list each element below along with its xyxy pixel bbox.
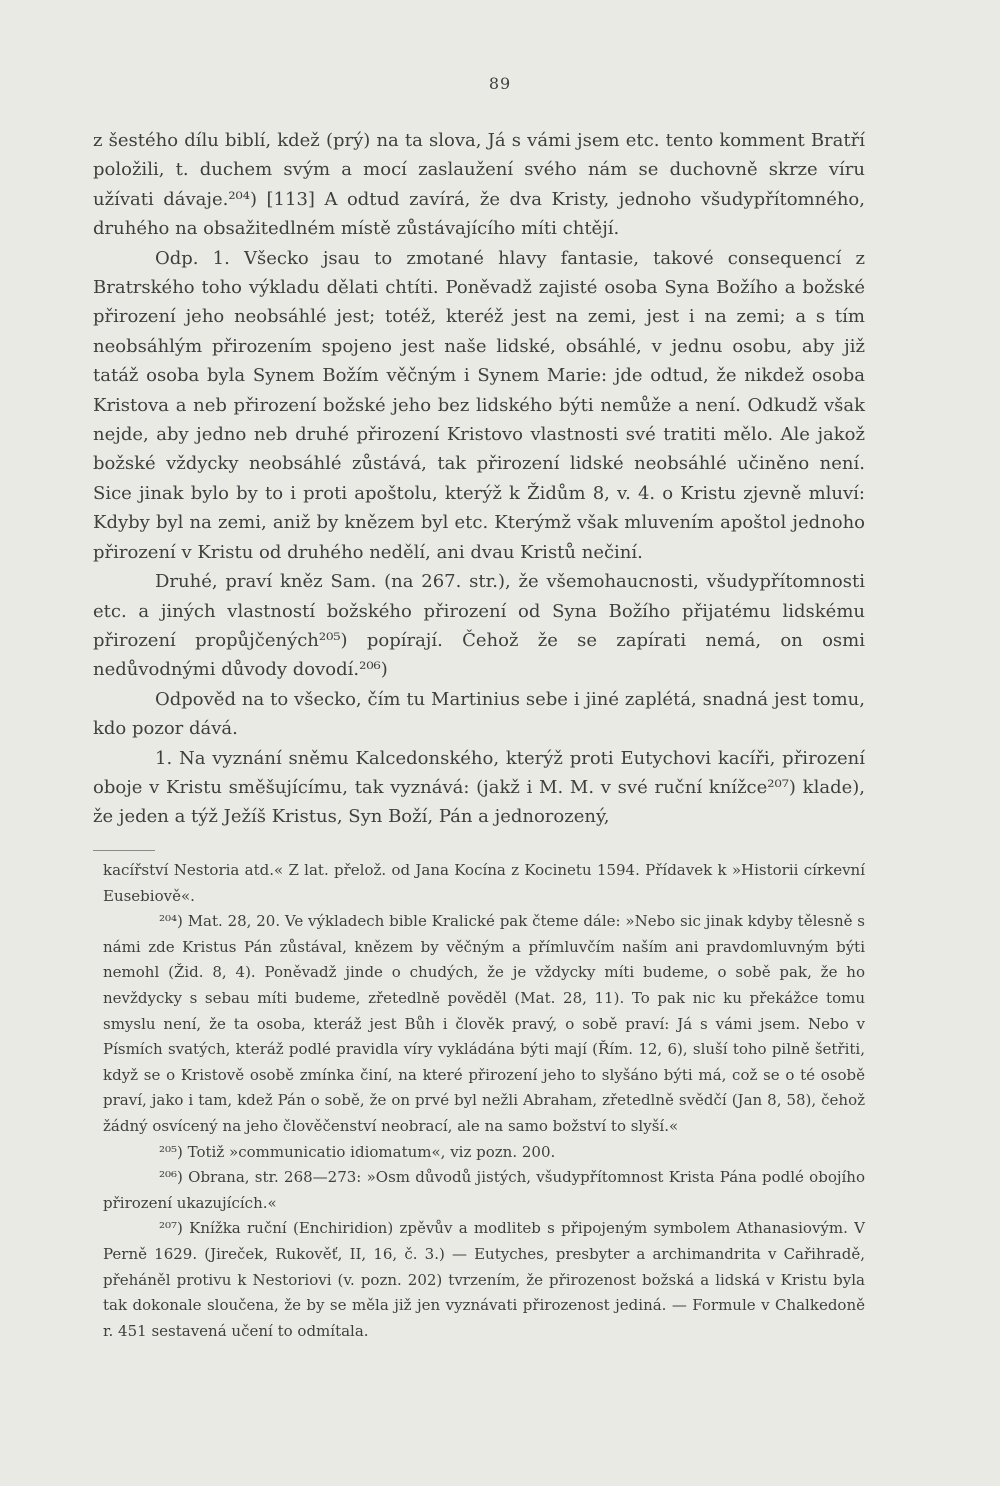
footnotes — [103, 858, 865, 1344]
main-text — [93, 126, 865, 832]
paragraph: z šestého dílu biblí, kdež (prý) na ta slova, Já s vámi jsem etc. tento komment Bratří položili, t. duchem svým a mocí zaslaužení svého nám se duchovně skrze víru užívati dávaje.²⁰⁴) [113] A odtud zavírá, že dva Kristy, jednoho všudypřítomného, druhého na obsažitedlném místě zůstávajícího míti chtějí. — [93, 130, 865, 240]
footnote: ²⁰⁴) Mat. 28, 20. Ve výkladech bible Kralické pak čteme dále: »Nebo sic jinak kdyby tělesně s námi zde Kristus Pán zůstával, knězem by věčným a přímluvčím naším ani pravdomluvným býti nemohl (Žid. 8, 4). Poněvadž jinde o chudých, že je vždycky míti budeme, o sobě pak, že ho nevždycky s sebau míti budeme, zřetedlně pověděl (Mat. 28, 11). To pak nic ku překážce tomu smyslu není, že ta osoba, kteráž jest Bůh i člověk pravý, o sobě praví: Já s vámi jsem. Nebo v Písmích svatých, kteráž podlé pravidla víry vykládána býti mají (Řím. 12, 6), sluší toho pilně šetřiti, když se o Kristově osobě zmínka činí, na které přirození jeho to slyšáno býti má, což se o té osobě praví, jako i tam, kdež Pán o sobě, že on prvé byl nežli Abraham, zřetedlně svědčí (Jan 8, 58), čehož žádný osvícený na jeho člověčenství neobrací, ale na samo božství to slyší.« — [103, 912, 865, 1135]
paragraph: Odp. 1. Všecko jsau to zmotané hlavy fantasie, takové consequencí z Bratrského toho výkladu dělati chtíti. Poněvadž zajisté osoba Syna Božího a božské přirození jeho neobsáhlé jest; totéž, kteréž jest na zemi, jest i na zemi; a s tím neobsáhlým přirozením spojeno jest naše lidské, obsáhlé, v jednu osobu, aby již tatáž osoba byla Synem Božím věčným i Synem Marie: jde odtud, že nikdež osoba Kristova a neb přirození božské jeho bez lidského býti nemůže a není. Odkudž však nejde, aby jedno neb druhé přirození Kristovo vlastnosti své tratiti mělo. Ale jakož božské vždycky neobsáhlé zůstává, tak přirození lidské neobsáhlé učiněno není. Sice jinak bylo by to i proti apoštolu, kterýž k Židům 8, v. 4. o Kristu zjevně mluví: Kdyby byl na zemi, aniž by knězem byl etc. Kterýmž však mluvením apoštol jednoho přirození v Kristu od druhého nedělí, ani dvau Kristů nečiní. — [93, 247, 865, 563]
footnote: ²⁰⁶) Obrana, str. 268—273: »Osm důvodů jistých, všudypřítomnost Krista Pána podlé obojího přirození ukazujících.« — [103, 1168, 865, 1212]
footnote: ²⁰⁷) Knížka ruční (Enchiridion) zpěvův a modliteb s připojeným symbolem Athanasiovým. V Perně 1629. (Jireček, Rukověť, II, 16, č. 3.) — Eutyches, presbyter a archimandrita v Cařihradě, přeháněl protivu k Nestoriovi (v. pozn. 202) tvrzením, že přirozenost božská a lidská v Kristu byla tak dokonale sloučena, že by se měla již jen vyznávati přirozenost jediná. — Formule v Chalkedoně r. 451 sestavená učení to odmítala. — [103, 1219, 865, 1340]
paragraph: Odpověd na to všecko, čím tu Martinius sebe i jiné zaplétá, snadná jest tomu, kdo pozor dává. — [93, 688, 865, 740]
footnote-divider — [93, 850, 155, 851]
footnote: kacířství Nestoria atd.« Z lat. přelož. od Jana Kocína z Kocinetu 1594. Přídavek k »Historii církevní Eusebiově«. — [103, 861, 865, 905]
footnote: ²⁰⁵) Totiž »communicatio idiomatum«, viz pozn. 200. — [159, 1142, 556, 1161]
paragraph: Druhé, praví kněz Sam. (na 267. str.), že všemohaucnosti, všudypřítomnosti etc. a jiných vlastností božského přirození od Syna Božího přijatému lidskému přirození propůjčených²⁰⁵) popírají. Čehož že se zapírati nemá, on osmi nedůvodnými důvody dovodí.²⁰⁶) — [93, 571, 865, 681]
paragraph: 1. Na vyznání sněmu Kalcedonského, kterýž proti Eutychovi kacíři, přirození oboje v Kristu směšujícímu, tak vyznává: (jakž i M. M. v své ruční knížce²⁰⁷) klade), že jeden a týž Ježíš Kristus, Syn Boží, Pán a jednorozený, — [93, 747, 865, 828]
page-number: 89 — [488, 74, 512, 93]
